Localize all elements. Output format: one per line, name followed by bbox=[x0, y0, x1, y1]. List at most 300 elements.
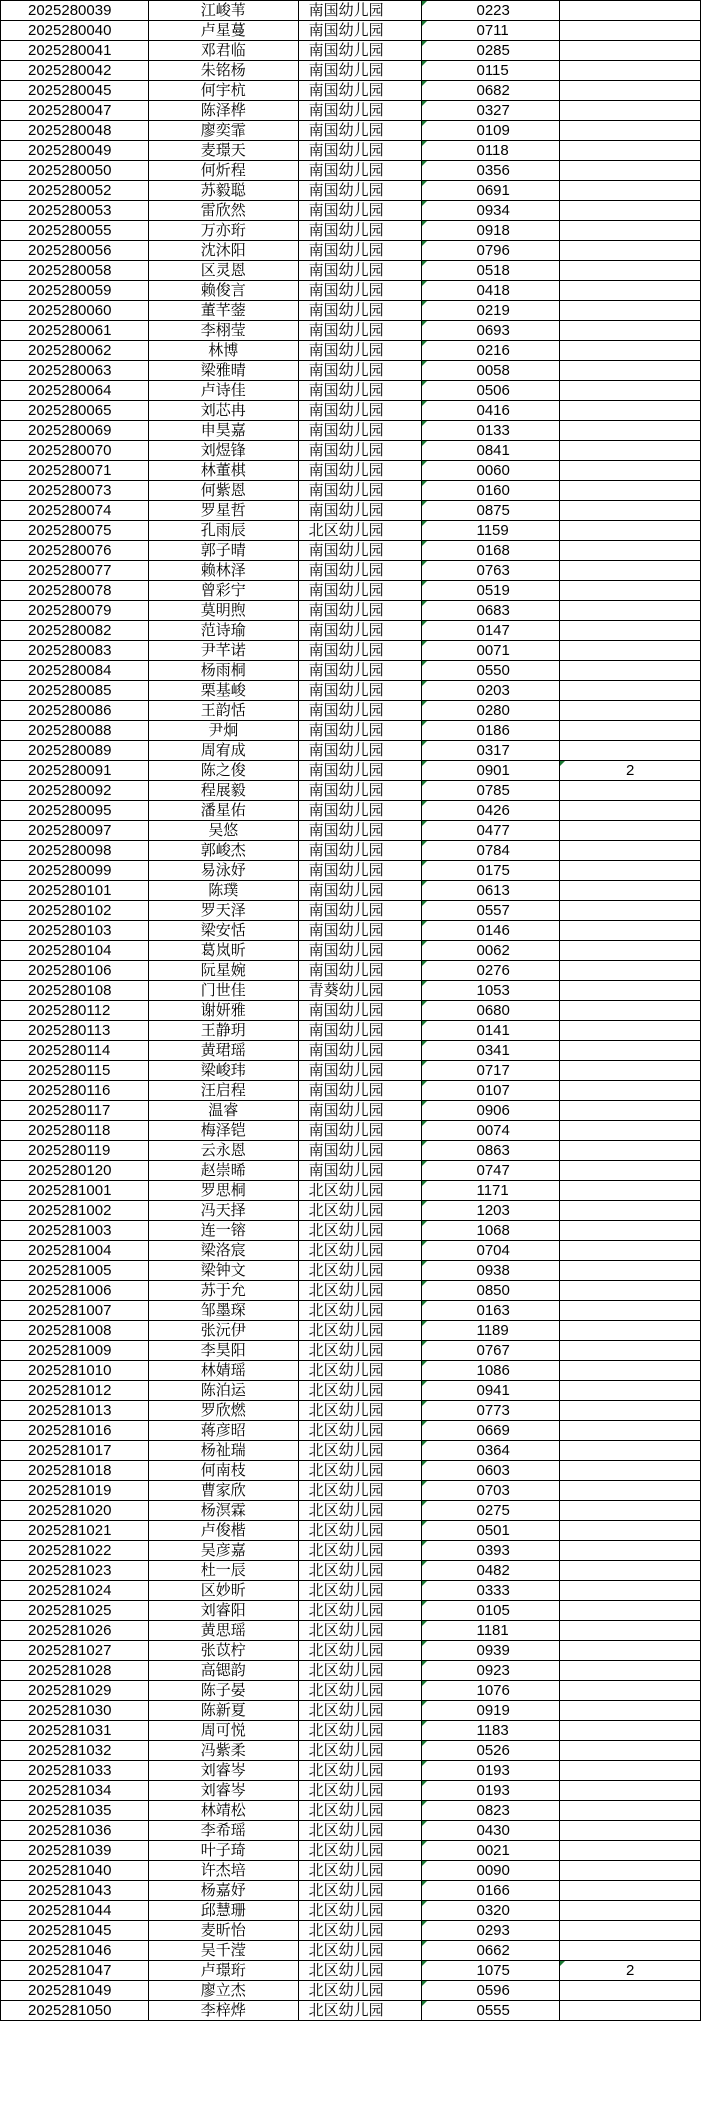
count-cell[interactable] bbox=[560, 21, 701, 41]
student-name-cell[interactable]: 刘睿岑 bbox=[148, 1781, 298, 1801]
kindergarten-cell[interactable]: 南国幼儿园 bbox=[298, 141, 422, 161]
count-cell[interactable] bbox=[560, 841, 701, 861]
student-name-cell[interactable]: 麦昕怡 bbox=[148, 1921, 298, 1941]
code-cell[interactable]: 0058 bbox=[422, 361, 560, 381]
student-id-cell[interactable]: 2025280071 bbox=[1, 461, 149, 481]
student-id-cell[interactable]: 2025280113 bbox=[1, 1021, 149, 1041]
code-cell[interactable]: 0796 bbox=[422, 241, 560, 261]
count-cell[interactable] bbox=[560, 321, 701, 341]
count-cell[interactable] bbox=[560, 81, 701, 101]
student-name-cell[interactable]: 邱慧珊 bbox=[148, 1901, 298, 1921]
student-name-cell[interactable]: 梅泽铠 bbox=[148, 1121, 298, 1141]
student-id-cell[interactable]: 2025280055 bbox=[1, 221, 149, 241]
student-id-cell[interactable]: 2025280085 bbox=[1, 681, 149, 701]
kindergarten-cell[interactable]: 南国幼儿园 bbox=[298, 741, 422, 761]
count-cell[interactable] bbox=[560, 981, 701, 1001]
student-name-cell[interactable]: 刘煜锋 bbox=[148, 441, 298, 461]
kindergarten-cell[interactable]: 北区幼儿园 bbox=[298, 1641, 422, 1661]
student-id-cell[interactable]: 2025281021 bbox=[1, 1521, 149, 1541]
code-cell[interactable]: 0418 bbox=[422, 281, 560, 301]
code-cell[interactable]: 0293 bbox=[422, 1921, 560, 1941]
count-cell[interactable] bbox=[560, 461, 701, 481]
student-name-cell[interactable]: 朱铭杨 bbox=[148, 61, 298, 81]
student-id-cell[interactable]: 2025280059 bbox=[1, 281, 149, 301]
student-id-cell[interactable]: 2025281020 bbox=[1, 1501, 149, 1521]
student-id-cell[interactable]: 2025280114 bbox=[1, 1041, 149, 1061]
kindergarten-cell[interactable]: 南国幼儿园 bbox=[298, 361, 422, 381]
student-id-cell[interactable]: 2025280039 bbox=[1, 1, 149, 21]
code-cell[interactable]: 0711 bbox=[422, 21, 560, 41]
code-cell[interactable]: 0477 bbox=[422, 821, 560, 841]
count-cell[interactable] bbox=[560, 1, 701, 21]
student-id-cell[interactable]: 2025281029 bbox=[1, 1681, 149, 1701]
student-id-cell[interactable]: 2025280097 bbox=[1, 821, 149, 841]
kindergarten-cell[interactable]: 南国幼儿园 bbox=[298, 241, 422, 261]
kindergarten-cell[interactable]: 南国幼儿园 bbox=[298, 161, 422, 181]
kindergarten-cell[interactable]: 北区幼儿园 bbox=[298, 1301, 422, 1321]
count-cell[interactable] bbox=[560, 1781, 701, 1801]
code-cell[interactable]: 0166 bbox=[422, 1881, 560, 1901]
student-id-cell[interactable]: 2025281028 bbox=[1, 1661, 149, 1681]
student-name-cell[interactable]: 周可悦 bbox=[148, 1721, 298, 1741]
code-cell[interactable]: 0482 bbox=[422, 1561, 560, 1581]
count-cell[interactable] bbox=[560, 681, 701, 701]
kindergarten-cell[interactable]: 北区幼儿园 bbox=[298, 1501, 422, 1521]
count-cell[interactable] bbox=[560, 2001, 701, 2021]
code-cell[interactable]: 0613 bbox=[422, 881, 560, 901]
kindergarten-cell[interactable]: 南国幼儿园 bbox=[298, 501, 422, 521]
count-cell[interactable] bbox=[560, 1481, 701, 1501]
student-id-cell[interactable]: 2025280063 bbox=[1, 361, 149, 381]
student-name-cell[interactable]: 李栩莹 bbox=[148, 321, 298, 341]
student-name-cell[interactable]: 潘星佑 bbox=[148, 801, 298, 821]
kindergarten-cell[interactable]: 北区幼儿园 bbox=[298, 1821, 422, 1841]
count-cell[interactable] bbox=[560, 781, 701, 801]
student-id-cell[interactable]: 2025281034 bbox=[1, 1781, 149, 1801]
student-name-cell[interactable]: 冯天择 bbox=[148, 1201, 298, 1221]
code-cell[interactable]: 0841 bbox=[422, 441, 560, 461]
student-id-cell[interactable]: 2025280062 bbox=[1, 341, 149, 361]
kindergarten-cell[interactable]: 南国幼儿园 bbox=[298, 581, 422, 601]
student-name-cell[interactable]: 郭峻杰 bbox=[148, 841, 298, 861]
count-cell[interactable] bbox=[560, 741, 701, 761]
kindergarten-cell[interactable]: 南国幼儿园 bbox=[298, 81, 422, 101]
count-cell[interactable] bbox=[560, 701, 701, 721]
count-cell[interactable] bbox=[560, 1621, 701, 1641]
kindergarten-cell[interactable]: 北区幼儿园 bbox=[298, 1561, 422, 1581]
student-name-cell[interactable]: 何炘程 bbox=[148, 161, 298, 181]
student-id-cell[interactable]: 2025281031 bbox=[1, 1721, 149, 1741]
kindergarten-cell[interactable]: 北区幼儿园 bbox=[298, 1901, 422, 1921]
student-id-cell[interactable]: 2025280092 bbox=[1, 781, 149, 801]
student-id-cell[interactable]: 2025280056 bbox=[1, 241, 149, 261]
kindergarten-cell[interactable]: 北区幼儿园 bbox=[298, 1881, 422, 1901]
kindergarten-cell[interactable]: 南国幼儿园 bbox=[298, 321, 422, 341]
code-cell[interactable]: 0193 bbox=[422, 1781, 560, 1801]
kindergarten-cell[interactable]: 南国幼儿园 bbox=[298, 541, 422, 561]
kindergarten-cell[interactable]: 北区幼儿园 bbox=[298, 1621, 422, 1641]
student-id-cell[interactable]: 2025281036 bbox=[1, 1821, 149, 1841]
count-cell[interactable]: 2 bbox=[560, 1961, 701, 1981]
student-name-cell[interactable]: 黄珺瑶 bbox=[148, 1041, 298, 1061]
student-id-cell[interactable]: 2025281001 bbox=[1, 1181, 149, 1201]
student-id-cell[interactable]: 2025281017 bbox=[1, 1441, 149, 1461]
kindergarten-cell[interactable]: 南国幼儿园 bbox=[298, 661, 422, 681]
student-name-cell[interactable]: 栗基峻 bbox=[148, 681, 298, 701]
code-cell[interactable]: 0109 bbox=[422, 121, 560, 141]
code-cell[interactable]: 0186 bbox=[422, 721, 560, 741]
code-cell[interactable]: 0133 bbox=[422, 421, 560, 441]
student-name-cell[interactable]: 陈璞 bbox=[148, 881, 298, 901]
code-cell[interactable]: 0863 bbox=[422, 1141, 560, 1161]
kindergarten-cell[interactable]: 南国幼儿园 bbox=[298, 461, 422, 481]
code-cell[interactable]: 0550 bbox=[422, 661, 560, 681]
student-name-cell[interactable]: 汪启程 bbox=[148, 1081, 298, 1101]
kindergarten-cell[interactable]: 北区幼儿园 bbox=[298, 1921, 422, 1941]
kindergarten-cell[interactable]: 南国幼儿园 bbox=[298, 961, 422, 981]
count-cell[interactable] bbox=[560, 1321, 701, 1341]
student-id-cell[interactable]: 2025280050 bbox=[1, 161, 149, 181]
student-id-cell[interactable]: 2025280058 bbox=[1, 261, 149, 281]
count-cell[interactable] bbox=[560, 1801, 701, 1821]
code-cell[interactable]: 0118 bbox=[422, 141, 560, 161]
kindergarten-cell[interactable]: 南国幼儿园 bbox=[298, 641, 422, 661]
student-name-cell[interactable]: 温睿 bbox=[148, 1101, 298, 1121]
kindergarten-cell[interactable]: 南国幼儿园 bbox=[298, 121, 422, 141]
student-name-cell[interactable]: 周宥成 bbox=[148, 741, 298, 761]
count-cell[interactable] bbox=[560, 621, 701, 641]
kindergarten-cell[interactable]: 北区幼儿园 bbox=[298, 1461, 422, 1481]
count-cell[interactable] bbox=[560, 441, 701, 461]
count-cell[interactable] bbox=[560, 1921, 701, 1941]
kindergarten-cell[interactable]: 南国幼儿园 bbox=[298, 41, 422, 61]
student-id-cell[interactable]: 2025281016 bbox=[1, 1421, 149, 1441]
count-cell[interactable] bbox=[560, 1841, 701, 1861]
count-cell[interactable] bbox=[560, 481, 701, 501]
code-cell[interactable]: 1171 bbox=[422, 1181, 560, 1201]
count-cell[interactable] bbox=[560, 941, 701, 961]
student-id-cell[interactable]: 2025280061 bbox=[1, 321, 149, 341]
count-cell[interactable] bbox=[560, 1161, 701, 1181]
code-cell[interactable]: 0105 bbox=[422, 1601, 560, 1621]
student-name-cell[interactable]: 刘芯冉 bbox=[148, 401, 298, 421]
code-cell[interactable]: 0219 bbox=[422, 301, 560, 321]
student-id-cell[interactable]: 2025281003 bbox=[1, 1221, 149, 1241]
count-cell[interactable] bbox=[560, 141, 701, 161]
student-name-cell[interactable]: 范诗瑜 bbox=[148, 621, 298, 641]
student-id-cell[interactable]: 2025280116 bbox=[1, 1081, 149, 1101]
student-id-cell[interactable]: 2025280075 bbox=[1, 521, 149, 541]
student-name-cell[interactable]: 雷欣然 bbox=[148, 201, 298, 221]
student-name-cell[interactable]: 梁安恬 bbox=[148, 921, 298, 941]
student-id-cell[interactable]: 2025281022 bbox=[1, 1541, 149, 1561]
student-name-cell[interactable]: 区灵恩 bbox=[148, 261, 298, 281]
code-cell[interactable]: 1189 bbox=[422, 1321, 560, 1341]
count-cell[interactable] bbox=[560, 1381, 701, 1401]
student-name-cell[interactable]: 区妙昕 bbox=[148, 1581, 298, 1601]
code-cell[interactable]: 0934 bbox=[422, 201, 560, 221]
student-id-cell[interactable]: 2025280112 bbox=[1, 1001, 149, 1021]
student-name-cell[interactable]: 万亦珩 bbox=[148, 221, 298, 241]
student-name-cell[interactable]: 罗欣燃 bbox=[148, 1401, 298, 1421]
student-name-cell[interactable]: 程展毅 bbox=[148, 781, 298, 801]
code-cell[interactable]: 0682 bbox=[422, 81, 560, 101]
count-cell[interactable] bbox=[560, 501, 701, 521]
count-cell[interactable] bbox=[560, 1601, 701, 1621]
count-cell[interactable] bbox=[560, 1661, 701, 1681]
student-name-cell[interactable]: 叶子琦 bbox=[148, 1841, 298, 1861]
count-cell[interactable] bbox=[560, 1501, 701, 1521]
count-cell[interactable] bbox=[560, 1241, 701, 1261]
kindergarten-cell[interactable]: 南国幼儿园 bbox=[298, 761, 422, 781]
kindergarten-cell[interactable]: 北区幼儿园 bbox=[298, 521, 422, 541]
code-cell[interactable]: 0426 bbox=[422, 801, 560, 821]
kindergarten-cell[interactable]: 南国幼儿园 bbox=[298, 261, 422, 281]
kindergarten-cell[interactable]: 南国幼儿园 bbox=[298, 421, 422, 441]
kindergarten-cell[interactable]: 北区幼儿园 bbox=[298, 1741, 422, 1761]
count-cell[interactable] bbox=[560, 1201, 701, 1221]
count-cell[interactable] bbox=[560, 121, 701, 141]
code-cell[interactable]: 0071 bbox=[422, 641, 560, 661]
student-id-cell[interactable]: 2025281005 bbox=[1, 1261, 149, 1281]
count-cell[interactable] bbox=[560, 861, 701, 881]
kindergarten-cell[interactable]: 北区幼儿园 bbox=[298, 1321, 422, 1341]
student-id-cell[interactable]: 2025280118 bbox=[1, 1121, 149, 1141]
student-name-cell[interactable]: 许杰培 bbox=[148, 1861, 298, 1881]
code-cell[interactable]: 0526 bbox=[422, 1741, 560, 1761]
count-cell[interactable] bbox=[560, 821, 701, 841]
student-id-cell[interactable]: 2025280095 bbox=[1, 801, 149, 821]
student-name-cell[interactable]: 陈之俊 bbox=[148, 761, 298, 781]
kindergarten-cell[interactable]: 南国幼儿园 bbox=[298, 481, 422, 501]
kindergarten-cell[interactable]: 南国幼儿园 bbox=[298, 1061, 422, 1081]
student-name-cell[interactable]: 苏毅聪 bbox=[148, 181, 298, 201]
student-id-cell[interactable]: 2025280064 bbox=[1, 381, 149, 401]
student-name-cell[interactable]: 云永恩 bbox=[148, 1141, 298, 1161]
kindergarten-cell[interactable]: 北区幼儿园 bbox=[298, 1681, 422, 1701]
kindergarten-cell[interactable]: 北区幼儿园 bbox=[298, 1961, 422, 1981]
student-id-cell[interactable]: 2025280074 bbox=[1, 501, 149, 521]
kindergarten-cell[interactable]: 南国幼儿园 bbox=[298, 61, 422, 81]
code-cell[interactable]: 0203 bbox=[422, 681, 560, 701]
student-name-cell[interactable]: 邹墨琛 bbox=[148, 1301, 298, 1321]
code-cell[interactable]: 1159 bbox=[422, 521, 560, 541]
student-name-cell[interactable]: 廖奕霏 bbox=[148, 121, 298, 141]
student-id-cell[interactable]: 2025281050 bbox=[1, 2001, 149, 2021]
student-name-cell[interactable]: 张沅伊 bbox=[148, 1321, 298, 1341]
kindergarten-cell[interactable]: 北区幼儿园 bbox=[298, 1761, 422, 1781]
code-cell[interactable]: 0430 bbox=[422, 1821, 560, 1841]
student-id-cell[interactable]: 2025280047 bbox=[1, 101, 149, 121]
code-cell[interactable]: 0320 bbox=[422, 1901, 560, 1921]
count-cell[interactable] bbox=[560, 1521, 701, 1541]
count-cell[interactable] bbox=[560, 1041, 701, 1061]
code-cell[interactable]: 0919 bbox=[422, 1701, 560, 1721]
student-name-cell[interactable]: 梁峻玮 bbox=[148, 1061, 298, 1081]
student-name-cell[interactable]: 尹芊诺 bbox=[148, 641, 298, 661]
kindergarten-cell[interactable]: 北区幼儿园 bbox=[298, 1721, 422, 1741]
code-cell[interactable]: 0317 bbox=[422, 741, 560, 761]
student-name-cell[interactable]: 林靖松 bbox=[148, 1801, 298, 1821]
code-cell[interactable]: 0168 bbox=[422, 541, 560, 561]
student-name-cell[interactable]: 罗星哲 bbox=[148, 501, 298, 521]
student-id-cell[interactable]: 2025281027 bbox=[1, 1641, 149, 1661]
student-name-cell[interactable]: 孔雨辰 bbox=[148, 521, 298, 541]
student-id-cell[interactable]: 2025280060 bbox=[1, 301, 149, 321]
kindergarten-cell[interactable]: 南国幼儿园 bbox=[298, 941, 422, 961]
student-id-cell[interactable]: 2025281025 bbox=[1, 1601, 149, 1621]
kindergarten-cell[interactable]: 南国幼儿园 bbox=[298, 441, 422, 461]
student-name-cell[interactable]: 林博 bbox=[148, 341, 298, 361]
code-cell[interactable]: 0327 bbox=[422, 101, 560, 121]
code-cell[interactable]: 0416 bbox=[422, 401, 560, 421]
kindergarten-cell[interactable]: 南国幼儿园 bbox=[298, 881, 422, 901]
code-cell[interactable]: 0163 bbox=[422, 1301, 560, 1321]
kindergarten-cell[interactable]: 北区幼儿园 bbox=[298, 1441, 422, 1461]
kindergarten-cell[interactable]: 北区幼儿园 bbox=[298, 1221, 422, 1241]
kindergarten-cell[interactable]: 青葵幼儿园 bbox=[298, 981, 422, 1001]
student-name-cell[interactable]: 郭子晴 bbox=[148, 541, 298, 561]
code-cell[interactable]: 0784 bbox=[422, 841, 560, 861]
student-id-cell[interactable]: 2025280101 bbox=[1, 881, 149, 901]
student-id-cell[interactable]: 2025280108 bbox=[1, 981, 149, 1001]
count-cell[interactable] bbox=[560, 1081, 701, 1101]
student-id-cell[interactable]: 2025281040 bbox=[1, 1861, 149, 1881]
kindergarten-cell[interactable]: 南国幼儿园 bbox=[298, 841, 422, 861]
kindergarten-cell[interactable]: 北区幼儿园 bbox=[298, 1241, 422, 1261]
code-cell[interactable]: 0074 bbox=[422, 1121, 560, 1141]
student-id-cell[interactable]: 2025280040 bbox=[1, 21, 149, 41]
student-name-cell[interactable]: 卢星蔓 bbox=[148, 21, 298, 41]
code-cell[interactable]: 0703 bbox=[422, 1481, 560, 1501]
kindergarten-cell[interactable]: 北区幼儿园 bbox=[298, 1701, 422, 1721]
student-id-cell[interactable]: 2025280120 bbox=[1, 1161, 149, 1181]
student-id-cell[interactable]: 2025281033 bbox=[1, 1761, 149, 1781]
count-cell[interactable] bbox=[560, 1981, 701, 2001]
student-name-cell[interactable]: 杨祉瑞 bbox=[148, 1441, 298, 1461]
count-cell[interactable] bbox=[560, 381, 701, 401]
student-name-cell[interactable]: 尹炯 bbox=[148, 721, 298, 741]
student-id-cell[interactable]: 2025281044 bbox=[1, 1901, 149, 1921]
kindergarten-cell[interactable]: 南国幼儿园 bbox=[298, 561, 422, 581]
student-name-cell[interactable]: 冯紫柔 bbox=[148, 1741, 298, 1761]
student-id-cell[interactable]: 2025281047 bbox=[1, 1961, 149, 1981]
kindergarten-cell[interactable]: 南国幼儿园 bbox=[298, 181, 422, 201]
student-id-cell[interactable]: 2025280099 bbox=[1, 861, 149, 881]
kindergarten-cell[interactable]: 南国幼儿园 bbox=[298, 901, 422, 921]
code-cell[interactable]: 0062 bbox=[422, 941, 560, 961]
count-cell[interactable] bbox=[560, 1461, 701, 1481]
code-cell[interactable]: 0115 bbox=[422, 61, 560, 81]
student-name-cell[interactable]: 杨雨桐 bbox=[148, 661, 298, 681]
code-cell[interactable]: 1075 bbox=[422, 1961, 560, 1981]
student-name-cell[interactable]: 林董棋 bbox=[148, 461, 298, 481]
student-name-cell[interactable]: 赖俊言 bbox=[148, 281, 298, 301]
code-cell[interactable]: 0147 bbox=[422, 621, 560, 641]
count-cell[interactable] bbox=[560, 401, 701, 421]
kindergarten-cell[interactable]: 北区幼儿园 bbox=[298, 1841, 422, 1861]
code-cell[interactable]: 0683 bbox=[422, 601, 560, 621]
code-cell[interactable]: 0141 bbox=[422, 1021, 560, 1041]
kindergarten-cell[interactable]: 北区幼儿园 bbox=[298, 1521, 422, 1541]
code-cell[interactable]: 0216 bbox=[422, 341, 560, 361]
count-cell[interactable] bbox=[560, 1021, 701, 1041]
kindergarten-cell[interactable]: 北区幼儿园 bbox=[298, 1401, 422, 1421]
count-cell[interactable] bbox=[560, 801, 701, 821]
kindergarten-cell[interactable]: 南国幼儿园 bbox=[298, 1141, 422, 1161]
code-cell[interactable]: 0557 bbox=[422, 901, 560, 921]
student-id-cell[interactable]: 2025281026 bbox=[1, 1621, 149, 1641]
count-cell[interactable] bbox=[560, 1181, 701, 1201]
student-id-cell[interactable]: 2025280106 bbox=[1, 961, 149, 981]
code-cell[interactable]: 0276 bbox=[422, 961, 560, 981]
kindergarten-cell[interactable]: 北区幼儿园 bbox=[298, 1281, 422, 1301]
count-cell[interactable] bbox=[560, 1401, 701, 1421]
student-id-cell[interactable]: 2025280115 bbox=[1, 1061, 149, 1081]
student-id-cell[interactable]: 2025281019 bbox=[1, 1481, 149, 1501]
student-name-cell[interactable]: 高锶韵 bbox=[148, 1661, 298, 1681]
student-name-cell[interactable]: 蒋彦昭 bbox=[148, 1421, 298, 1441]
student-name-cell[interactable]: 吴彦嘉 bbox=[148, 1541, 298, 1561]
kindergarten-cell[interactable]: 南国幼儿园 bbox=[298, 1101, 422, 1121]
code-cell[interactable]: 0021 bbox=[422, 1841, 560, 1861]
count-cell[interactable] bbox=[560, 1301, 701, 1321]
student-id-cell[interactable]: 2025280082 bbox=[1, 621, 149, 641]
code-cell[interactable]: 0850 bbox=[422, 1281, 560, 1301]
code-cell[interactable]: 0767 bbox=[422, 1341, 560, 1361]
code-cell[interactable]: 0107 bbox=[422, 1081, 560, 1101]
count-cell[interactable] bbox=[560, 601, 701, 621]
kindergarten-cell[interactable]: 南国幼儿园 bbox=[298, 1001, 422, 1021]
code-cell[interactable]: 0704 bbox=[422, 1241, 560, 1261]
student-name-cell[interactable]: 罗天泽 bbox=[148, 901, 298, 921]
student-id-cell[interactable]: 2025280079 bbox=[1, 601, 149, 621]
kindergarten-cell[interactable]: 南国幼儿园 bbox=[298, 381, 422, 401]
student-name-cell[interactable]: 刘睿阳 bbox=[148, 1601, 298, 1621]
kindergarten-cell[interactable]: 南国幼儿园 bbox=[298, 721, 422, 741]
code-cell[interactable]: 0875 bbox=[422, 501, 560, 521]
code-cell[interactable]: 0518 bbox=[422, 261, 560, 281]
code-cell[interactable]: 0918 bbox=[422, 221, 560, 241]
kindergarten-cell[interactable]: 北区幼儿园 bbox=[298, 1481, 422, 1501]
kindergarten-cell[interactable]: 南国幼儿园 bbox=[298, 341, 422, 361]
kindergarten-cell[interactable]: 北区幼儿园 bbox=[298, 1381, 422, 1401]
kindergarten-cell[interactable]: 北区幼儿园 bbox=[298, 1601, 422, 1621]
code-cell[interactable]: 0901 bbox=[422, 761, 560, 781]
student-id-cell[interactable]: 2025280086 bbox=[1, 701, 149, 721]
code-cell[interactable]: 1181 bbox=[422, 1621, 560, 1641]
student-id-cell[interactable]: 2025280048 bbox=[1, 121, 149, 141]
student-name-cell[interactable]: 王静玥 bbox=[148, 1021, 298, 1041]
count-cell[interactable] bbox=[560, 1121, 701, 1141]
kindergarten-cell[interactable]: 南国幼儿园 bbox=[298, 681, 422, 701]
student-id-cell[interactable]: 2025281009 bbox=[1, 1341, 149, 1361]
kindergarten-cell[interactable]: 北区幼儿园 bbox=[298, 1581, 422, 1601]
student-name-cell[interactable]: 杨嘉妤 bbox=[148, 1881, 298, 1901]
count-cell[interactable] bbox=[560, 41, 701, 61]
student-id-cell[interactable]: 2025281032 bbox=[1, 1741, 149, 1761]
student-id-cell[interactable]: 2025281045 bbox=[1, 1921, 149, 1941]
count-cell[interactable] bbox=[560, 1261, 701, 1281]
code-cell[interactable]: 0090 bbox=[422, 1861, 560, 1881]
student-id-cell[interactable]: 2025280069 bbox=[1, 421, 149, 441]
count-cell[interactable] bbox=[560, 881, 701, 901]
student-name-cell[interactable]: 杜一辰 bbox=[148, 1561, 298, 1581]
kindergarten-cell[interactable]: 北区幼儿园 bbox=[298, 1341, 422, 1361]
count-cell[interactable] bbox=[560, 281, 701, 301]
count-cell[interactable] bbox=[560, 1941, 701, 1961]
student-name-cell[interactable]: 卢俊楷 bbox=[148, 1521, 298, 1541]
